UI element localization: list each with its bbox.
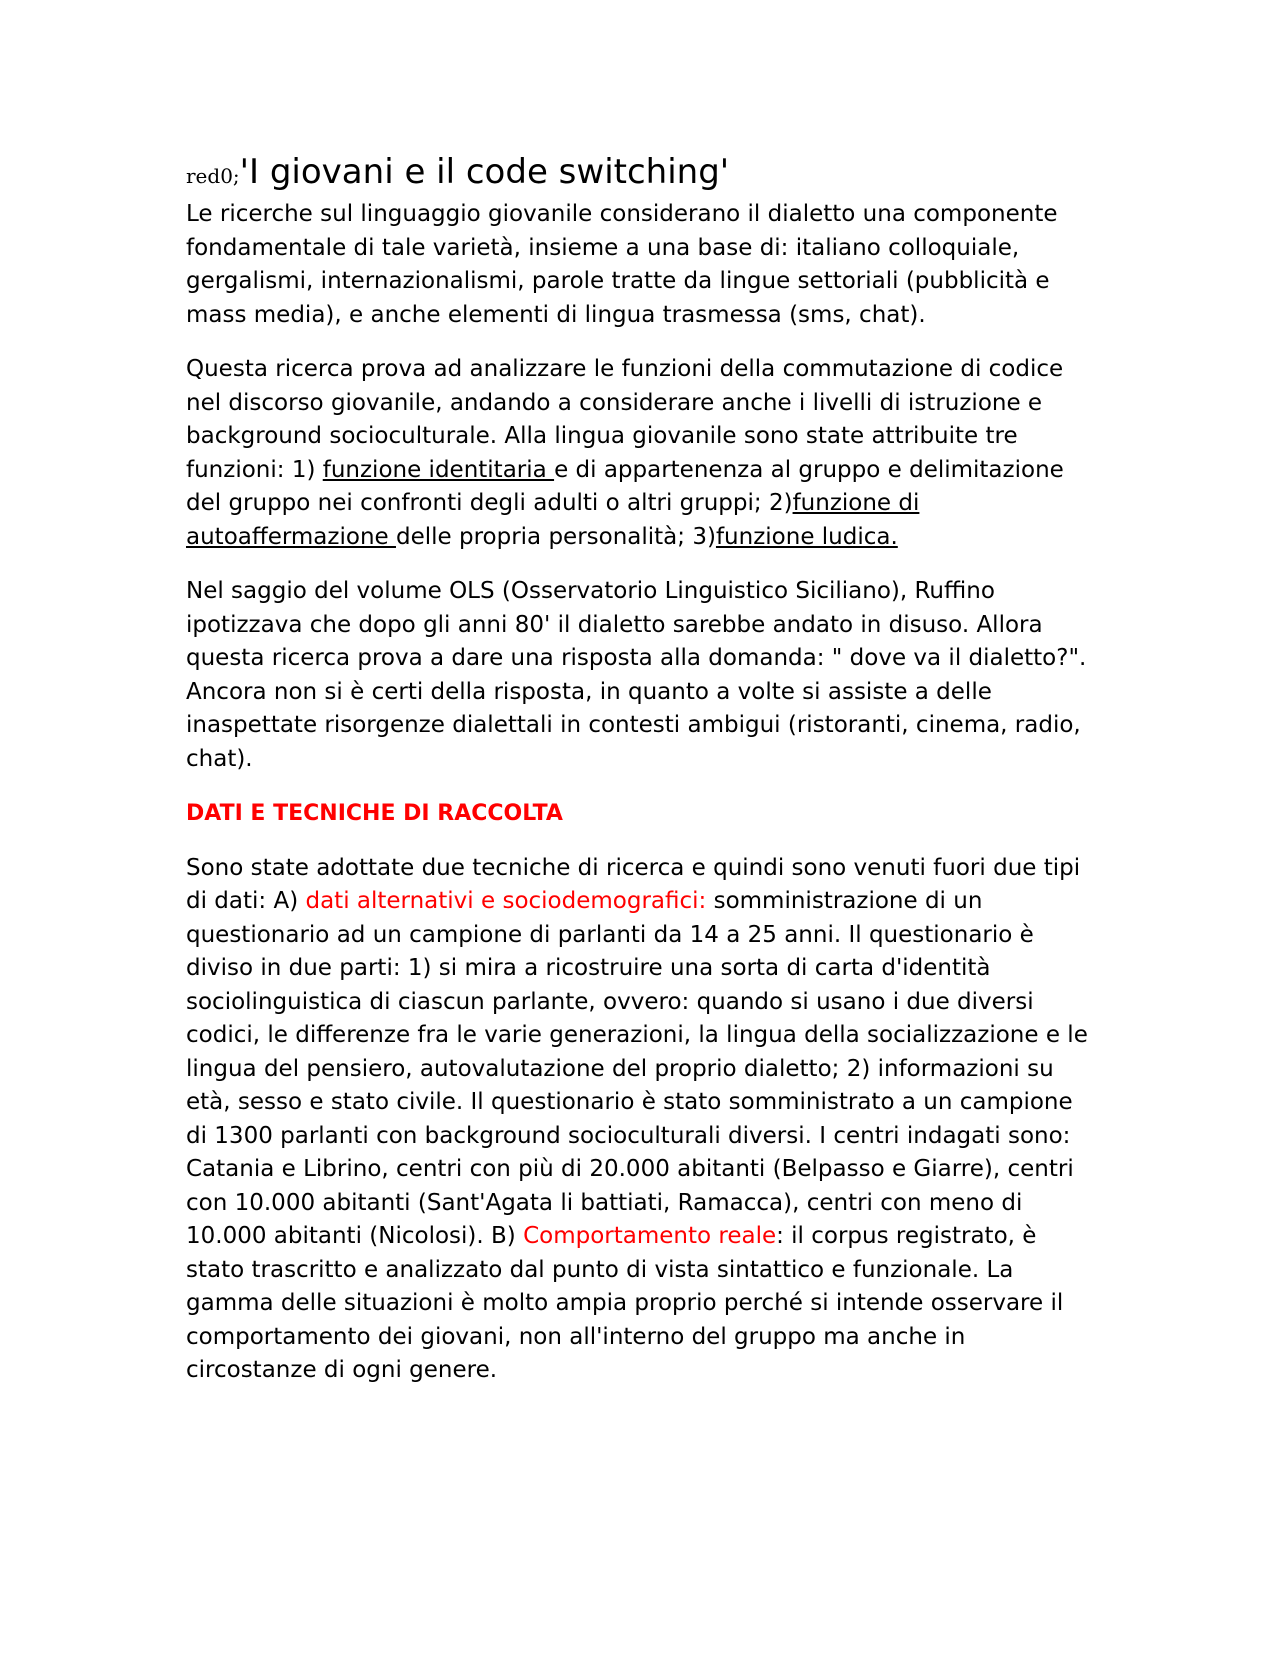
title-prefix: red0; <box>186 164 240 188</box>
paragraph-data-techniques <box>186 852 1096 1388</box>
section-heading: DATI E TECNICHE DI RACCOLTA <box>186 801 563 826</box>
document-page <box>186 150 1096 1409</box>
paragraph-functions-text-1: Questa ricerca prova ad analizzare le funzioni della commutazione di codice nel discorso giovanile, andando a considerare anche i livelli di istruzione e background socioculturale. Alla lingua giovanile sono state attribuite tre funzioni: 1) <box>186 356 1064 483</box>
paragraph-functions-text-3: delle propria personalità; 3) <box>395 523 716 550</box>
paragraph-functions <box>186 353 1096 554</box>
underlined-funzione-autoaffermazione: funzione di autoaffermazione <box>186 490 920 550</box>
red-highlight-comportamento-reale: Comportamento reale <box>523 1223 777 1249</box>
paragraph-data-text-3: : il corpus registrato, è stato trascritto e analizzato dal punto di vista sintattico e funzionale. La gamma delle situazioni è molto ampia proprio perché si intende osservare il comportamento dei giovani, non all'interno del gruppo ma anche in circostanze di ogni genere. <box>186 1223 1064 1383</box>
document-title <box>186 150 1096 198</box>
title-text: 'I giovani e il code switching' <box>239 152 730 192</box>
red-highlight-dati-alternativi: dati alternativi e sociodemografici: <box>305 888 707 914</box>
paragraph-ols: Nel saggio del volume OLS (Osservatorio Linguistico Siciliano), Ruffino ipotizzava che dopo gli anni 80' il dialetto sarebbe andato in disuso. Allora questa ricerca prova a dare una risposta alla domanda: " dove va il dialetto?". Ancora non si è certi della risposta, in quanto a volte si assiste a delle inaspettate risorgenze dialettali in contesti ambigui (ristoranti, cinema, radio, chat). <box>186 578 1087 772</box>
paragraph-data-text-2: somministrazione di un questionario ad un campione di parlanti da 14 a 25 anni. Il questionario è diviso in due parti: 1) si mira a ricostruire una sorta di carta d'identità sociolinguistica di ciascun parlante, ovvero: quando si usano i due diversi codici, le differenze fra le varie generazioni, la lingua della socializzazione e le lingua del pensiero, autovalutazione del proprio dialetto; 2) informazioni su età, sesso e stato civile. Il questionario è stato somministrato a un campione di 1300 parlanti con background socioculturali diversi. I centri indagati sono: Catania e Librino, centri con più di 20.000 abitanti (Belpasso e Giarre), centri con 10.000 abitanti (Sant'Agata li battiati, Ramacca), centri con meno di 10.000 abitanti (Nicolosi). B) <box>186 888 1088 1249</box>
underlined-funzione-ludica: funzione ludica. <box>715 523 898 550</box>
paragraph-functions-text-2: e di appartenenza al gruppo e delimitazione del gruppo nei confronti degli adulti o altri gruppi; 2) <box>186 456 1064 516</box>
paragraph-intro: Le ricerche sul linguaggio giovanile considerano il dialetto una componente fondamentale di tale varietà, insieme a una base di: italiano colloquiale, gergalismi, internazionalismi, parole tratte da lingue settoriali (pubblicità e mass media), e anche elementi di lingua trasmessa (sms, chat). <box>186 201 1058 328</box>
paragraph-data-text-1: Sono state adottate due tecniche di ricerca e quindi sono venuti fuori due tipi di dati: A) <box>186 854 1081 914</box>
underlined-funzione-identitaria: funzione identitaria <box>322 456 555 483</box>
